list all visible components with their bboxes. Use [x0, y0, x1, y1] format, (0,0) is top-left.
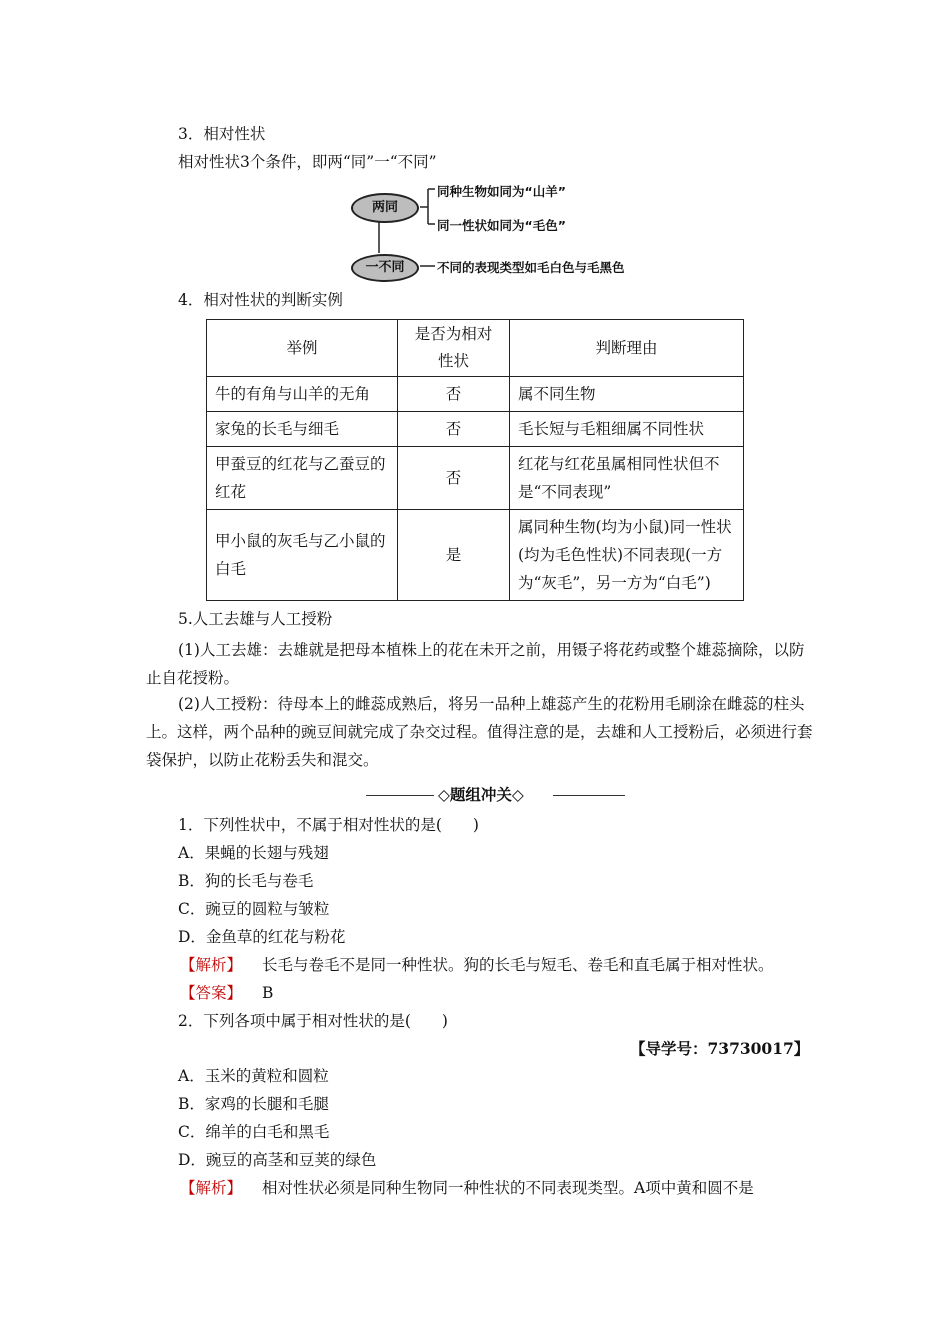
- table-cell-reason: 毛长短与毛粗细属不同性状: [510, 412, 744, 447]
- table-header-row: [207, 320, 744, 377]
- table-cell-reason: 属同种生物(均为小鼠)同一性状(均为毛色性状)不同表现(一方为“灰毛”，另一方为“白毛”): [510, 510, 744, 601]
- q2-option-b: B．家鸡的长腿和毛腿: [178, 1095, 329, 1113]
- section3-heading: 3．相对性状: [178, 125, 266, 143]
- q1-option-b: B．狗的长毛与卷毛: [178, 872, 314, 890]
- section3-intro: 相对性状3个条件，即两“同”一“不同”: [178, 153, 437, 171]
- q2-analysis-tag: 【解析】: [180, 1179, 243, 1197]
- diagram-branch-same-trait: 同一性状如同为“毛色”: [437, 218, 566, 233]
- section5-paragraph-2: (2)人工授粉：待母本上的雌蕊成熟后，将另一品种上雄蕊产生的花粉用毛刷涂在雌蕊的柱头上。这样，两个品种的豌豆间就完成了杂交过程。值得注意的是，去雄和人工授粉后，必须进行套袋保护，以防止花粉丢失和混交。: [146, 695, 813, 769]
- section4-heading: 4．相对性状的判断实例: [178, 291, 343, 309]
- q1-option-a: A．果蝇的长翅与残翅: [178, 844, 329, 862]
- section-divider-title: ◇题组冲关◇: [438, 786, 524, 804]
- table-cell-reason: 属不同生物: [510, 377, 744, 412]
- q2-option-c: C．绵羊的白毛和黑毛: [178, 1123, 330, 1141]
- table-row: [207, 412, 744, 447]
- q1-option-d: D．金鱼草的红花与粉花: [178, 928, 346, 946]
- section5-paragraph-1: (1)人工去雄：去雄就是把母本植株上的花在未开之前，用镊子将花药或整个雄蕊摘除，以防止自花授粉。: [146, 641, 805, 687]
- table-cell-example: 甲小鼠的灰毛与乙小鼠的白毛: [207, 510, 398, 601]
- q1-analysis-text: 长毛与卷毛不是同一种性状。狗的长毛与短毛、卷毛和直毛属于相对性状。: [262, 956, 774, 974]
- diagram-branch-different-type: 不同的表现类型如毛白色与毛黑色: [437, 260, 625, 275]
- table-cell-is-relative: 是: [398, 510, 510, 601]
- diagram-branch-same-species: 同种生物如同为“山羊”: [437, 184, 566, 199]
- node-one-different: 一不同: [351, 254, 419, 282]
- table-header-reason: 判断理由: [510, 320, 744, 377]
- q2-option-a: A．玉米的黄粒和圆粒: [178, 1067, 329, 1085]
- q1-analysis-tag: 【解析】: [180, 956, 243, 974]
- node-two-same: 两同: [351, 193, 419, 223]
- table-header-example: 举例: [207, 320, 398, 377]
- table-header-is-relative: 是否为相对性状: [398, 320, 510, 377]
- table-cell-is-relative: 否: [398, 447, 510, 510]
- q2-stem: 2．下列各项中属于相对性状的是( ): [178, 1012, 448, 1030]
- q1-answer-tag: 【答案】: [180, 984, 243, 1002]
- table-cell-example: 甲蚕豆的红花与乙蚕豆的红花: [207, 447, 398, 510]
- table-row: [207, 447, 744, 510]
- table-cell-is-relative: 否: [398, 412, 510, 447]
- table-row: [207, 510, 744, 601]
- table-cell-is-relative: 否: [398, 377, 510, 412]
- divider-line-right: [553, 795, 625, 796]
- q1-answer-value: B: [262, 984, 274, 1002]
- table-cell-reason: 红花与红花虽属相同性状但不是“不同表现”: [510, 447, 744, 510]
- table-cell-example: 牛的有角与山羊的无角: [207, 377, 398, 412]
- q2-option-d: D．豌豆的高茎和豆荚的绿色: [178, 1151, 377, 1169]
- divider-line-left: [366, 795, 434, 796]
- trait-judgment-table: [206, 319, 744, 601]
- q2-analysis-text: 相对性状必须是同种生物同一种性状的不同表现类型。A项中黄和圆不是: [262, 1179, 754, 1197]
- q1-option-c: C．豌豆的圆粒与皱粒: [178, 900, 330, 918]
- q1-stem: 1．下列性状中，不属于相对性状的是( ): [178, 816, 479, 834]
- q2-guide-number: 【导学号：73730017】: [630, 1039, 810, 1058]
- section5-heading: 5.人工去雄与人工授粉: [178, 610, 333, 628]
- table-row: [207, 377, 744, 412]
- table-cell-example: 家兔的长毛与细毛: [207, 412, 398, 447]
